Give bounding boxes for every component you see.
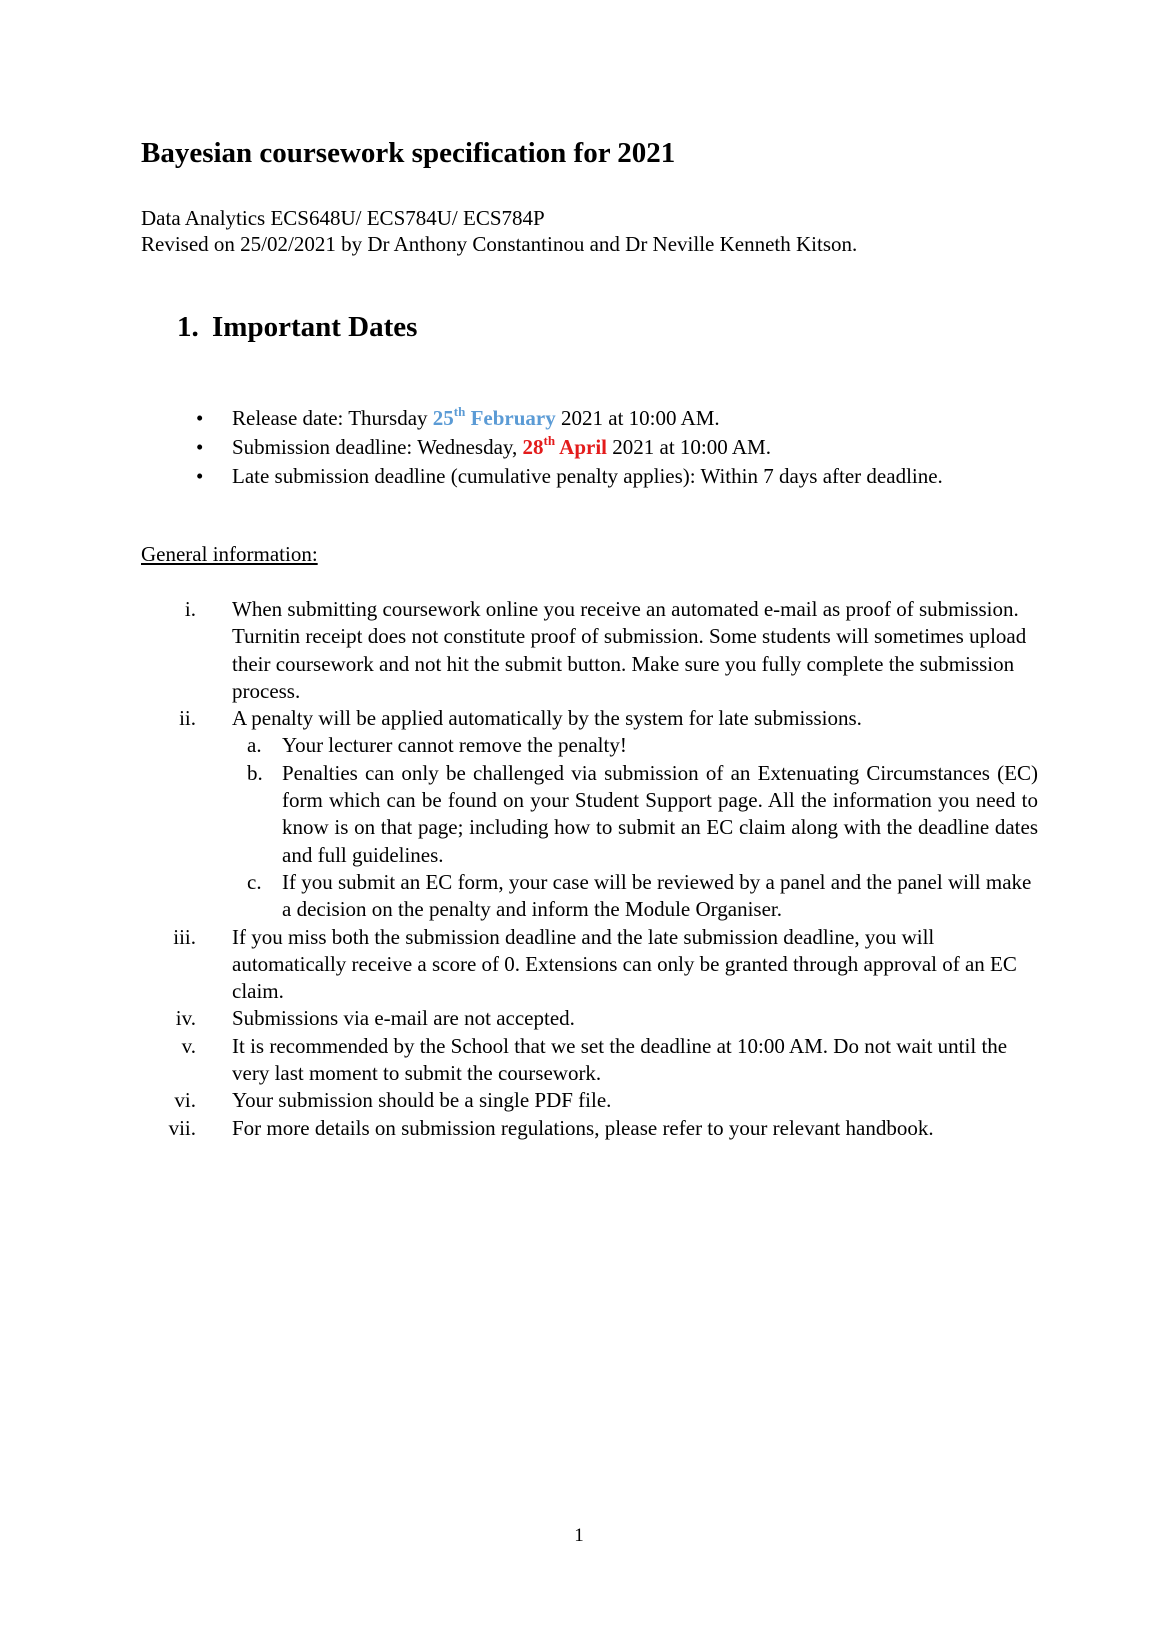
sub-list-item xyxy=(232,869,1038,924)
general-information-list xyxy=(0,596,1040,1142)
item-text: When submitting coursework online you receive an automated e-mail as proof of submission. Turnitin receipt does not constitute proof of submission. Some students will sometimes upload their coursework and not hit the submit button. Make sure you fully complete the submission process. xyxy=(232,597,1027,703)
list-item-submission-deadline: • Submission deadline: Wednesday, 28th April 2021 at 10:00 AM. xyxy=(0,433,943,462)
item-text: A penalty will be applied automatically by the system for late submissions. xyxy=(232,706,862,731)
list-item xyxy=(0,1033,1040,1088)
list-item xyxy=(0,596,1040,705)
list-item-late-deadline: • Late submission deadline (cumulative penalty applies): Within 7 days after deadline. xyxy=(0,462,943,491)
sub-item-text: Penalties can only be challenged via submission of an Extenuating Circumstances (EC) form which can be found on your Student Support page. All the information you need to know is on that page; including how to submit an EC claim along with the deadline dates and full guidelines. xyxy=(282,760,1038,867)
section-number: 1. xyxy=(177,311,199,343)
list-item xyxy=(0,1087,1040,1114)
sub-list-item xyxy=(232,732,1038,759)
course-line: Data Analytics ECS648U/ ECS784U/ ECS784P xyxy=(141,206,545,230)
item-number: vii. xyxy=(168,1115,196,1140)
item-number: iv. xyxy=(175,1006,196,1031)
revised-line: Revised on 25/02/2021 by Dr Anthony Constantinou and Dr Neville Kenneth Kitson. xyxy=(141,232,858,256)
item-number: vi. xyxy=(174,1088,196,1113)
item-number: iii. xyxy=(173,924,196,949)
release-date-highlight: 25th February xyxy=(432,404,556,430)
section-heading-important-dates xyxy=(177,310,417,345)
sub-item-text: Your lecturer cannot remove the penalty! xyxy=(282,733,627,758)
sub-item-text: If you submit an EC form, your case will be reviewed by a panel and the panel will make a decision on the penalty and inform the Module Organiser. xyxy=(282,869,1032,922)
deadline-highlight: 28th April xyxy=(522,433,608,459)
list-item xyxy=(0,924,1040,1006)
item-text: If you miss both the submission deadline and the late submission deadline, you will automatically receive a score of 0. Extensions can only be granted through approval of an EC claim. xyxy=(232,924,1017,1004)
document-title: Bayesian coursework specification for 2021 xyxy=(141,137,676,169)
item-number: ii. xyxy=(179,706,196,731)
list-item xyxy=(0,1115,1040,1142)
section-title: Important Dates xyxy=(212,311,418,343)
item-text: Your submission should be a single PDF file. xyxy=(232,1088,612,1113)
list-item-release-date: • Release date: Thursday 25th February 2021 at 10:00 AM. xyxy=(0,404,943,433)
list-item xyxy=(0,705,1040,923)
sub-item-letter: c. xyxy=(247,869,262,894)
page-number: 1 xyxy=(574,1525,584,1546)
sub-list xyxy=(232,732,1040,923)
bullet-icon: • xyxy=(196,435,204,459)
general-information-heading: General information: xyxy=(141,542,318,566)
bullet-icon: • xyxy=(196,464,204,488)
important-dates-list xyxy=(0,404,943,491)
item-text: Submissions via e-mail are not accepted. xyxy=(232,1006,575,1031)
bullet-icon: • xyxy=(196,406,204,430)
sub-item-letter: b. xyxy=(247,760,263,785)
item-text: For more details on submission regulations, please refer to your relevant handbook. xyxy=(232,1115,934,1140)
item-number: i. xyxy=(184,597,196,621)
sub-item-letter: a. xyxy=(247,733,262,758)
list-item xyxy=(0,1005,1040,1032)
item-text: It is recommended by the School that we set the deadline at 10:00 AM. Do not wait until the very last moment to submit the coursework. xyxy=(232,1033,1008,1086)
item-number: v. xyxy=(181,1033,196,1058)
sub-list-item xyxy=(232,760,1038,869)
